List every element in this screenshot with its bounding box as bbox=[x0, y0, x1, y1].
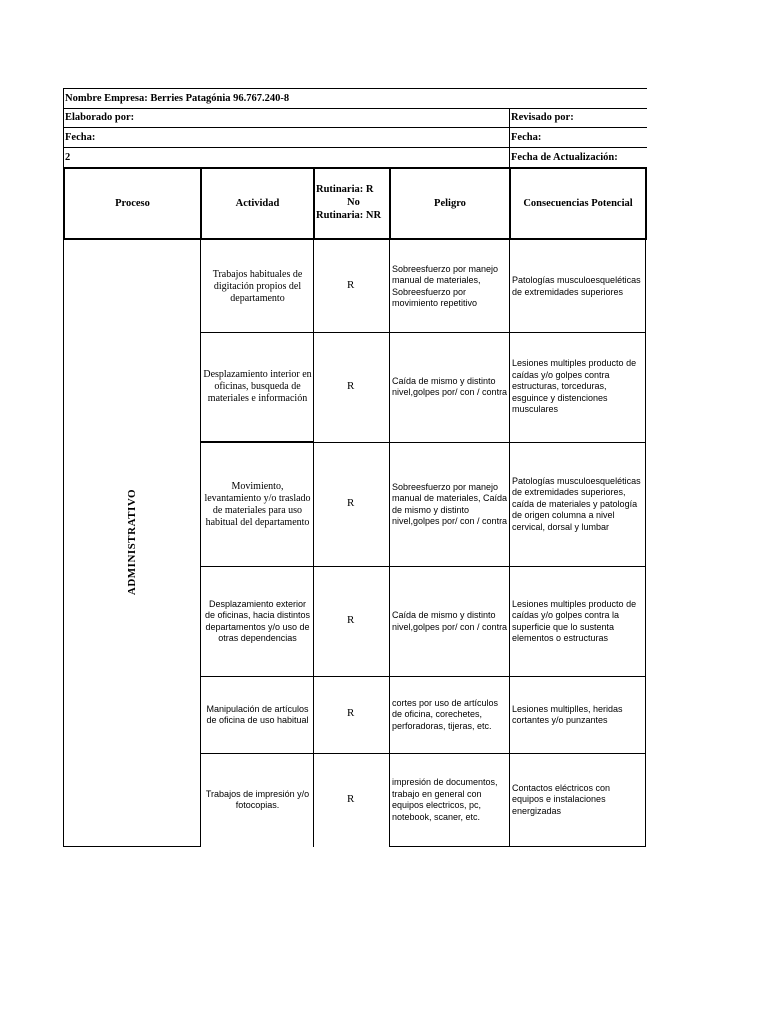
consequence-cell: Patologías musculoesqueléticas de extremidades superiores bbox=[512, 275, 641, 297]
rule bbox=[63, 88, 64, 168]
hazard-cell: Caída de mismo y distinto nivel,golpes por/ con / contra bbox=[392, 610, 508, 632]
rule bbox=[313, 167, 315, 240]
activity-cell: Movimiento, levantamiento y/o traslado de materiales para uso habitual del departamento bbox=[204, 480, 311, 528]
routine-cell: R bbox=[347, 380, 355, 392]
hazard-cell: Caída de mismo y distinto nivel,golpes por/ con / contra bbox=[392, 375, 508, 397]
rule bbox=[509, 108, 510, 168]
col-routine-line3: Rutinaria: NR bbox=[316, 210, 382, 221]
sheet-number: 2 bbox=[65, 152, 71, 163]
hazard-cell: Sobreesfuerzo por manejo manual de materiales, Sobreesfuerzo por movimiento repetitivo bbox=[392, 263, 499, 308]
rule bbox=[63, 240, 64, 847]
col-process: Proceso bbox=[115, 198, 150, 209]
consequence-cell: Lesiones multiples producto de caídas y/o golpes contra la superficie que lo sustenta elementos o estructuras bbox=[512, 598, 637, 643]
activity-cell: Trabajos habituales de digitación propios del departamento bbox=[212, 268, 303, 304]
activity-cell: Desplazamiento exterior de oficinas, hacia distintos departamentos y/o uso de otras dependencias bbox=[204, 598, 311, 643]
routine-cell: R bbox=[347, 497, 355, 509]
activity-cell: Desplazamiento interior en oficinas, busqueda de materiales e información bbox=[203, 369, 312, 404]
rule bbox=[63, 846, 201, 847]
rule bbox=[645, 167, 647, 240]
company-name: Nombre Empresa: Berries Patagónia 96.767.240-8 bbox=[65, 93, 290, 104]
consequence-cell: Lesiones multiplles, heridas cortantes y/o punzantes bbox=[512, 703, 623, 725]
consequence-cell: Contactos eléctricos con equipos e instalaciones energizadas bbox=[512, 782, 611, 816]
date-label-left: Fecha: bbox=[65, 132, 96, 143]
routine-cell: R bbox=[347, 793, 355, 805]
routine-cell: R bbox=[347, 279, 355, 291]
col-activity: Actividad bbox=[235, 198, 280, 209]
hazard-cell: Sobreesfuerzo por manejo manual de materiales, Caída de mismo y distinto nivel,golpes por/ con / contra bbox=[392, 481, 508, 526]
activity-cell: Manipulación de artículos de oficina de uso habitual bbox=[206, 703, 309, 725]
col-hazard: Peligro bbox=[434, 198, 466, 209]
col-routine-line2: No bbox=[347, 197, 360, 208]
process-name: ADMINISTRATIVO bbox=[126, 488, 138, 596]
consequence-cell: Lesiones multiples producto de caídas y/o golpes contra estructuras, torceduras, esguince y distenciones musculares bbox=[512, 358, 637, 415]
rule bbox=[389, 846, 646, 847]
col-routine bbox=[316, 183, 390, 222]
prepared-by-label: Elaborado por: bbox=[65, 112, 135, 123]
hazard-cell: cortes por uso de artículos de oficina, corechetes, perforadoras, tijeras, etc. bbox=[392, 697, 499, 731]
routine-cell: R bbox=[347, 614, 355, 626]
col-routine-line1: Rutinaria: R bbox=[316, 184, 374, 195]
hazard-cell: impresión de documentos, trabajo en general con equipos electricos, pc, notebook, scaner, etc. bbox=[392, 777, 498, 822]
rule bbox=[63, 238, 647, 240]
consequence-cell: Patologías musculoesqueléticas de extremidades superiores, caída de materiales y patología de origen columna a nivel cervical, dorsal y lumbar bbox=[512, 475, 641, 532]
routine-cell: R bbox=[347, 707, 355, 719]
update-date-label: Fecha de Actualización: bbox=[511, 152, 618, 163]
col-consequences: Consecuencias Potencial bbox=[523, 198, 633, 209]
date-label-right: Fecha: bbox=[511, 132, 542, 143]
rule bbox=[63, 127, 647, 128]
activity-cell: Trabajos de impresión y/o fotocopias. bbox=[205, 788, 310, 810]
reviewed-by-label: Revisado por: bbox=[511, 112, 574, 123]
